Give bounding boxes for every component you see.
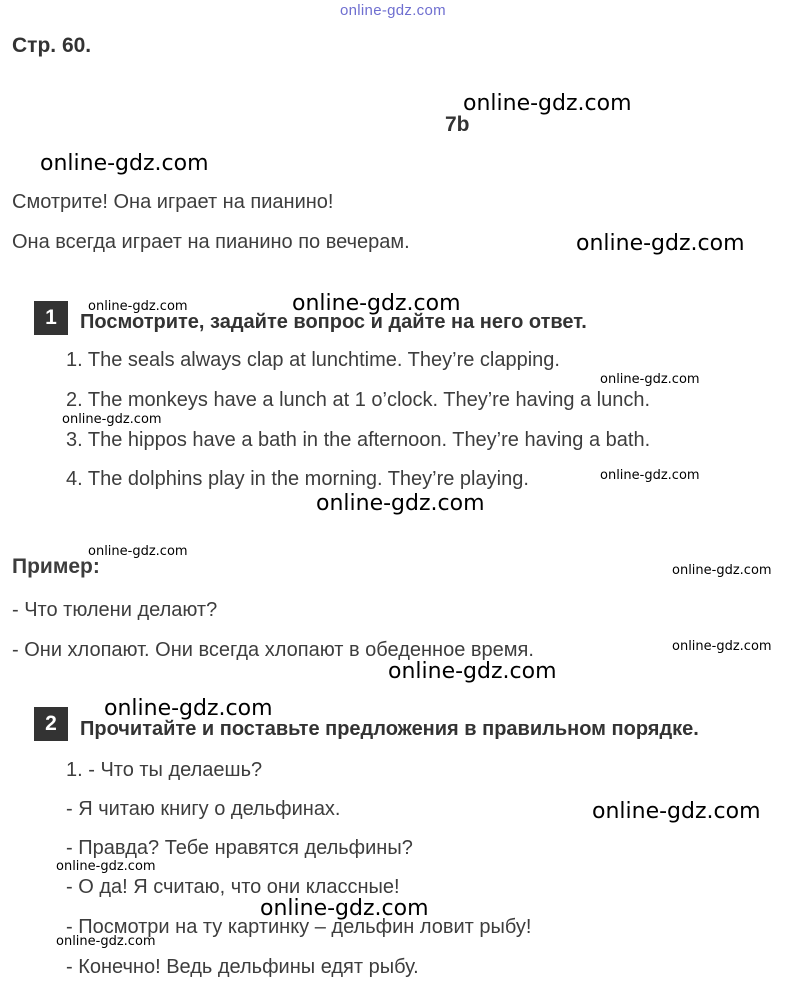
task-2-line-2: - Я читаю книгу о дельфинах.: [66, 798, 341, 820]
task-2-title: Прочитайте и поставьте предложения в правильном порядке.: [80, 718, 699, 740]
page-number: Стр. 60.: [12, 34, 92, 57]
task-1-item-2: 2. The monkeys have a lunch at 1 o’clock. They’re having a lunch.: [66, 389, 651, 411]
task-2-number-badge: 2: [34, 707, 68, 741]
watermark: online-gdz.com: [104, 696, 273, 721]
watermark: online-gdz.com: [40, 151, 209, 176]
intro-line-1: Смотрите! Она играет на пианино!: [12, 191, 334, 213]
example-line-2: - Они хлопают. Они всегда хлопают в обеденное время.: [12, 639, 534, 661]
watermark-top: online-gdz.com: [340, 2, 446, 19]
example-label: Пример:: [12, 555, 100, 578]
watermark: online-gdz.com: [62, 412, 162, 427]
watermark: online-gdz.com: [260, 896, 429, 921]
watermark: online-gdz.com: [600, 468, 700, 483]
watermark: online-gdz.com: [88, 299, 188, 314]
watermark: online-gdz.com: [88, 544, 188, 559]
watermark: online-gdz.com: [388, 659, 557, 684]
watermark: online-gdz.com: [576, 231, 745, 256]
task-2-line-6: - Конечно! Ведь дельфины едят рыбу.: [66, 956, 419, 978]
watermark: online-gdz.com: [463, 91, 632, 116]
watermark: online-gdz.com: [56, 934, 156, 949]
task-1-item-1: 1. The seals always clap at lunchtime. They’re clapping.: [66, 349, 560, 371]
task-2-line-3: - Правда? Тебе нравятся дельфины?: [66, 837, 413, 859]
section-label: 7b: [445, 113, 470, 136]
task-1-item-4: 4. The dolphins play in the morning. They’re playing.: [66, 468, 529, 490]
watermark: online-gdz.com: [600, 372, 700, 387]
watermark: online-gdz.com: [56, 859, 156, 874]
task-2-line-1: 1. - Что ты делаешь?: [66, 759, 263, 781]
example-line-1: - Что тюлени делают?: [12, 599, 218, 621]
task-1-item-3: 3. The hippos have a bath in the afternoon. They’re having a bath.: [66, 429, 651, 451]
task-1-title: Посмотрите, задайте вопрос и дайте на него ответ.: [80, 311, 587, 333]
watermark: online-gdz.com: [292, 291, 461, 316]
task-2-line-4: - О да! Я считаю, что они классные!: [66, 876, 400, 898]
watermark: online-gdz.com: [672, 639, 772, 654]
watermark: online-gdz.com: [316, 491, 485, 516]
intro-line-2: Она всегда играет на пианино по вечерам.: [12, 231, 410, 253]
watermark: online-gdz.com: [672, 563, 772, 578]
watermark: online-gdz.com: [592, 799, 761, 824]
task-2-line-5: - Посмотри на ту картинку – дельфин ловит рыбу!: [66, 916, 532, 938]
task-1-number-badge: 1: [34, 301, 68, 335]
